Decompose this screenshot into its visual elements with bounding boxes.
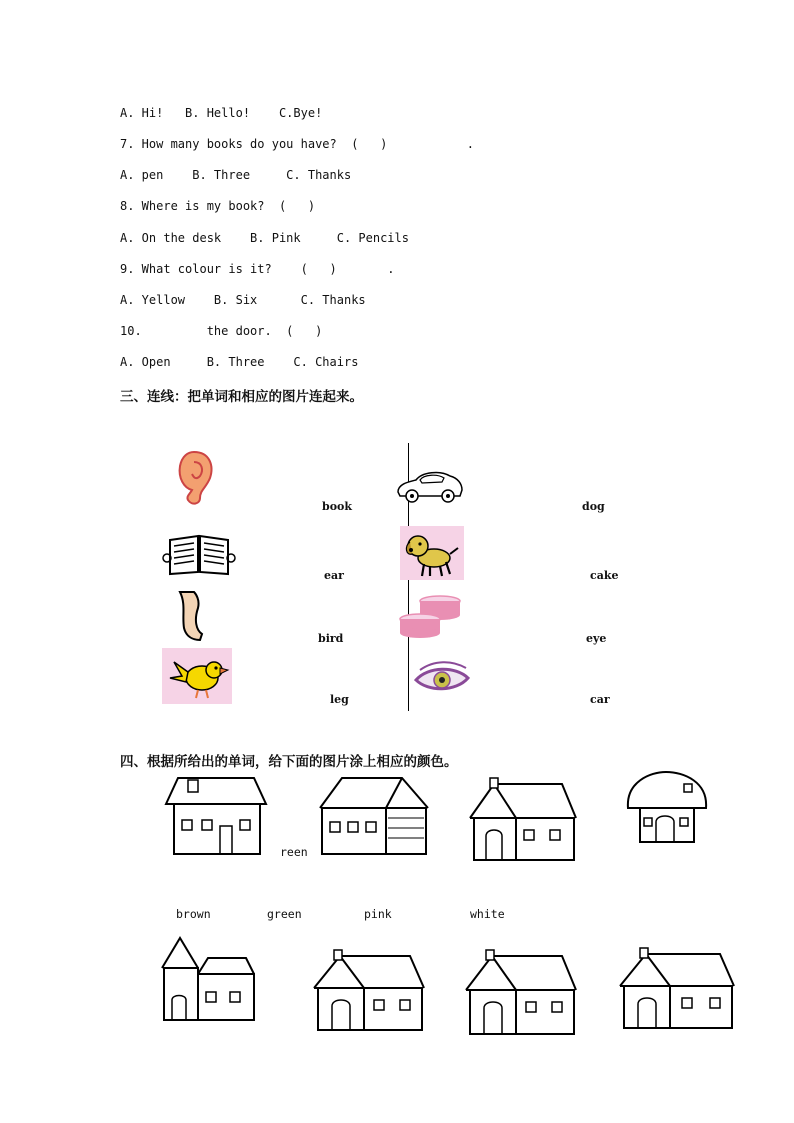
match-word-book: book (322, 500, 352, 513)
q7-text: 7. How many books do you have? ( ) . (120, 137, 475, 151)
house-drawing (616, 946, 738, 1034)
match-word-cake: cake (590, 569, 619, 582)
color-word-pink: pink (364, 907, 392, 921)
cake-picture (398, 593, 464, 647)
match-word-dog: dog (582, 500, 605, 513)
color-word-white: white (470, 907, 505, 921)
house-drawing (158, 774, 270, 862)
match-word-leg: leg (330, 693, 349, 706)
q8-text: 8. Where is my book? ( ) (120, 199, 316, 213)
section3-heading: 三、连线：把单词和相应的图片连起来。 (120, 389, 363, 405)
color-word-brown: brown (176, 907, 211, 921)
section4-heading: 四、根据所给出的单词，给下面的图片涂上相应的颜色。 (120, 754, 458, 770)
q8-options: A. On the desk B. Pink C. Pencils (120, 231, 409, 245)
car-picture (394, 466, 466, 510)
eye-picture (412, 660, 472, 704)
ear-picture (170, 448, 218, 512)
house-drawing (310, 948, 428, 1036)
match-word-eye: eye (586, 632, 607, 645)
match-word-car: car (590, 693, 610, 706)
match-word-ear: ear (324, 569, 344, 582)
q9-text: 9. What colour is it? ( ) . (120, 262, 395, 276)
bird-picture (162, 648, 232, 708)
q10-text: 10. the door. ( ) (120, 324, 323, 338)
dog-picture (400, 526, 464, 584)
color-word-green: green (267, 907, 302, 921)
house-drawing (462, 948, 580, 1040)
house-drawing (620, 770, 712, 850)
leg-picture (172, 590, 208, 646)
house-drawing (316, 774, 432, 860)
book-picture (162, 528, 236, 582)
house-drawing (156, 934, 262, 1024)
stray-text: reen (280, 845, 308, 859)
q9-options: A. Yellow B. Six C. Thanks (120, 293, 366, 307)
q6-options: A. Hi! B. Hello! C.Bye! (120, 106, 323, 120)
q10-options: A. Open B. Three C. Chairs (120, 355, 359, 369)
match-word-bird: bird (318, 632, 344, 645)
house-drawing (466, 774, 578, 866)
q7-options: A. pen B. Three C. Thanks (120, 168, 352, 182)
